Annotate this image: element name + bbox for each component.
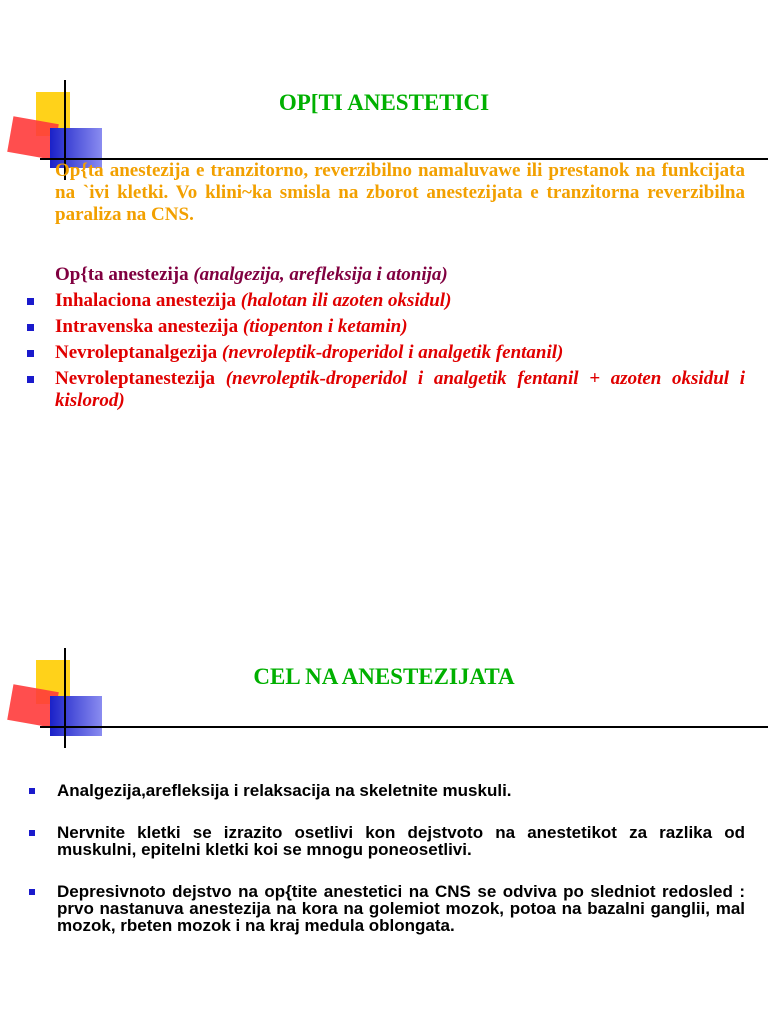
item-detail: (nevroleptik-droperidol i analgetik fentanil + azoten oksidul i kislorod): [55, 368, 745, 411]
bullet-icon: [27, 376, 34, 383]
item-label: Inhalaciona anestezija: [55, 290, 241, 311]
header-rule: [40, 726, 768, 728]
list-heading: [0, 262, 745, 288]
list-item: [0, 883, 745, 934]
item-text: Analgezija,arefleksija i relaksacija na skeletnite muskuli.: [57, 781, 512, 800]
goals-list: [0, 782, 768, 934]
list-item: [0, 368, 745, 412]
slide-2: [0, 512, 768, 1024]
list-item: [0, 340, 745, 366]
bullet-icon: [29, 889, 35, 895]
slide-1-title: OP[TI ANESTETICI: [278, 90, 490, 115]
bullet-icon: [27, 298, 34, 305]
bullet-icon: [29, 830, 35, 836]
item-text: Depresivnoto dejstvo na op{tite anestetici na CNS se odviva po sledniot redosled : prvo nastanuva anestezija na kora na golemiot mozok, potoa na bazalni ganglii, mal mozok, rbeten mozok i na kraj medula oblongata.: [57, 882, 745, 935]
logo-blue-square: [50, 696, 102, 736]
list-item: [0, 314, 745, 340]
item-label: Nevroleptanalgezija: [55, 342, 222, 363]
list-item: [0, 782, 745, 799]
anesthesia-types-list: [0, 262, 768, 412]
item-detail: (halotan ili azoten oksidul): [240, 290, 452, 311]
item-detail: (tiopenton i ketamin): [242, 316, 408, 337]
bullet-icon: [27, 324, 34, 331]
list-item: [0, 824, 745, 858]
item-label: Intravenska anestezija: [55, 316, 243, 337]
item-label: Nevroleptanestezija: [55, 368, 226, 389]
logo-vertical-line: [64, 648, 66, 748]
item-text: Nervnite kletki se izrazito osetlivi kon dejstvoto na anestetikot za razlika od muskulni, epitelni kletki koi se mnogu poneosetlivi.: [57, 823, 745, 859]
list-item: [0, 288, 745, 314]
intro-paragraph: Op{ta anestezija e tranzitorno, reverzibilno namaluvawe ili prestanok na funkcijata na `ivi kletki. Vo klini~ka smisla na zborot anestezijata e tranzitorna reverzibilna paraliza na CNS.: [55, 160, 745, 225]
item-detail: (nevroleptik-droperidol i analgetik fentanil): [221, 342, 564, 363]
heading-detail: (analgezija, arefleksija i atonija): [193, 264, 448, 285]
slide-2-title: CEL NA ANESTEZIJATA: [253, 664, 515, 689]
bullet-icon: [27, 350, 34, 357]
bullet-icon: [29, 788, 35, 794]
heading-label: Op{ta anestezija: [55, 264, 194, 285]
